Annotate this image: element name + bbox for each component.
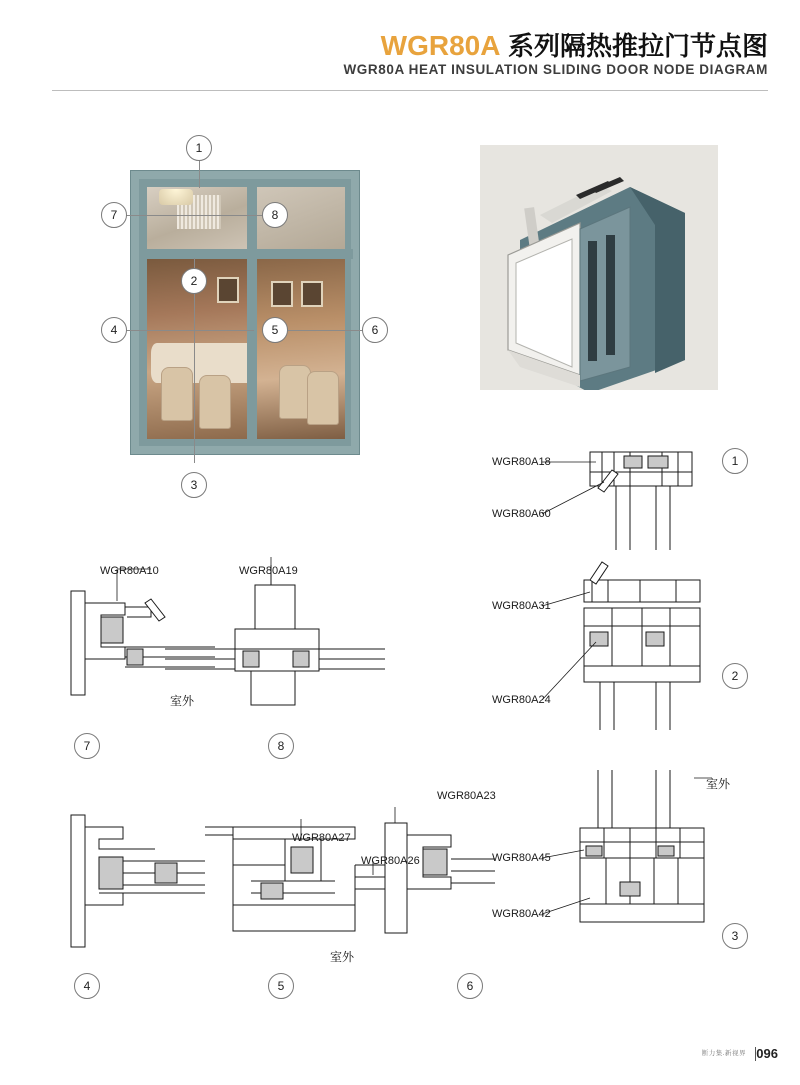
callout-6[interactable]: 6 <box>362 317 388 343</box>
outdoor-label: 室外 <box>170 694 195 708</box>
part-label-wgr80a60: WGR80A60 <box>492 508 551 520</box>
part-label-wgr80a42: WGR80A42 <box>492 908 551 920</box>
leader-line <box>114 215 262 216</box>
wall-picture <box>217 277 239 303</box>
section-bubble-7[interactable]: 7 <box>74 733 100 759</box>
header-divider <box>52 90 768 91</box>
section-row-7-8 <box>55 555 405 715</box>
leader-line <box>194 258 195 268</box>
leader-line <box>288 330 363 331</box>
page-title <box>381 26 768 63</box>
part-label-wgr80a23: WGR80A23 <box>437 790 496 802</box>
part-label-wgr80a24: WGR80A24 <box>492 694 551 706</box>
wall-picture <box>271 281 293 307</box>
window-pane-bottom-right <box>257 259 345 439</box>
leader-line <box>114 330 254 331</box>
section-bubble-3[interactable]: 3 <box>722 923 748 949</box>
callout-8[interactable]: 8 <box>262 202 288 228</box>
window-mullion-horizontal <box>139 249 353 259</box>
leader-line <box>194 288 195 463</box>
ceiling-lamp <box>159 189 193 205</box>
outdoor-label: 室外 <box>706 777 731 791</box>
dining-chair <box>161 367 193 421</box>
part-label-wgr80a27: WGR80A27 <box>292 832 351 844</box>
part-label-wgr80a10: WGR80A10 <box>100 565 159 577</box>
part-label-wgr80a19: WGR80A19 <box>239 565 298 577</box>
section-bubble-1[interactable]: 1 <box>722 448 748 474</box>
part-label-wgr80a26: WGR80A26 <box>361 855 420 867</box>
section-bubble-5[interactable]: 5 <box>268 973 294 999</box>
dining-chair <box>307 371 339 425</box>
part-label-wgr80a45: WGR80A45 <box>492 852 551 864</box>
section-bubble-6[interactable]: 6 <box>457 973 483 999</box>
window-render-photo <box>130 170 360 455</box>
callout-3[interactable]: 3 <box>181 472 207 498</box>
page-number: 096 <box>756 1046 778 1061</box>
profile-corner-photo <box>480 145 718 390</box>
section-row-4-5-6 <box>55 805 505 965</box>
page-subtitle: WGR80A HEAT INSULATION SLIDING DOOR NODE DIAGRAM <box>343 62 768 77</box>
wall-picture <box>301 281 323 307</box>
callout-1[interactable]: 1 <box>186 135 212 161</box>
page-header <box>0 0 800 96</box>
title-cn: 系列隔热推拉门节点图 <box>507 31 768 61</box>
footer-note: 断力集.新视界 <box>701 1050 746 1057</box>
section-bubble-2[interactable]: 2 <box>722 663 748 689</box>
window-pane-top-left <box>147 187 247 249</box>
dining-chair <box>199 375 231 429</box>
callout-2[interactable]: 2 <box>181 268 207 294</box>
part-label-wgr80a31: WGR80A31 <box>492 600 551 612</box>
callout-5[interactable]: 5 <box>262 317 288 343</box>
callout-4[interactable]: 4 <box>101 317 127 343</box>
outdoor-label: 室外 <box>330 950 355 964</box>
series-code: WGR80A <box>380 30 501 61</box>
section-bubble-4[interactable]: 4 <box>74 973 100 999</box>
window-mullion-vertical <box>247 179 257 439</box>
section-bubble-8[interactable]: 8 <box>268 733 294 759</box>
part-label-wgr80a18: WGR80A18 <box>492 456 551 468</box>
callout-7[interactable]: 7 <box>101 202 127 228</box>
